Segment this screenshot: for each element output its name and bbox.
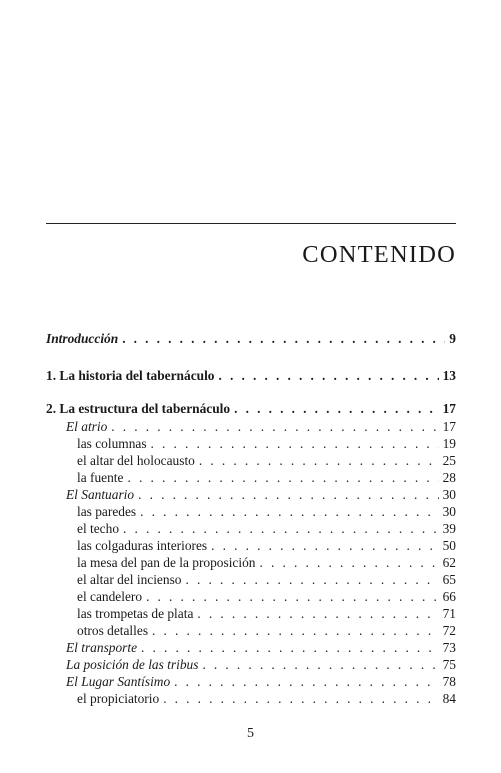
toc-entry-label: las columnas bbox=[77, 436, 147, 451]
toc-entry-page: 9 bbox=[449, 331, 456, 346]
toc-entry-page: 39 bbox=[442, 521, 456, 536]
toc-entry-label: el altar del holocausto bbox=[77, 453, 195, 468]
page-number: 5 bbox=[247, 726, 254, 741]
dot-leader bbox=[219, 368, 439, 384]
toc-entry-page: 66 bbox=[442, 589, 456, 604]
toc-entry-label: El atrio bbox=[66, 419, 108, 434]
toc-entry-introduccion bbox=[46, 331, 456, 347]
dot-leader bbox=[152, 623, 439, 639]
toc-entry-label: el altar del incienso bbox=[77, 572, 182, 587]
dot-leader bbox=[151, 436, 439, 452]
toc-entry-trompetas-plata bbox=[77, 606, 456, 622]
toc-entry-el-techo bbox=[77, 521, 456, 537]
toc-entry-otros-detalles bbox=[77, 623, 456, 639]
dot-leader bbox=[123, 521, 439, 537]
dot-leader bbox=[122, 331, 445, 347]
toc-entry-lugar-santisimo bbox=[66, 674, 456, 690]
toc-entry-label: El Santuario bbox=[66, 487, 135, 502]
dot-leader bbox=[185, 572, 438, 588]
toc-entry-el-santuario bbox=[66, 487, 456, 503]
toc-entry-page: 30 bbox=[442, 504, 456, 519]
toc-entry-label: el candelero bbox=[77, 589, 143, 604]
toc-entry-las-paredes bbox=[77, 504, 456, 520]
dot-leader bbox=[211, 538, 438, 554]
toc-entry-page: 25 bbox=[442, 453, 456, 468]
toc-entry-page: 65 bbox=[442, 572, 456, 587]
toc-entry-page: 75 bbox=[442, 657, 456, 672]
toc-entry-page: 17 bbox=[442, 401, 456, 416]
toc-entry-la-fuente bbox=[77, 470, 456, 486]
toc-entry-las-columnas bbox=[77, 436, 456, 452]
toc-entry-el-candelero bbox=[77, 589, 456, 605]
dot-leader bbox=[174, 674, 438, 690]
toc-entry-page: 72 bbox=[442, 623, 456, 638]
toc-entry-page: 71 bbox=[442, 606, 456, 621]
toc-entry-label: las colgaduras interiores bbox=[77, 538, 208, 553]
title-rule bbox=[46, 223, 456, 224]
toc-entry-page: 13 bbox=[442, 368, 456, 383]
toc-entry-page: 84 bbox=[442, 691, 456, 706]
toc-entry-altar-incienso bbox=[77, 572, 456, 588]
dot-leader bbox=[234, 401, 439, 417]
toc-entry-posicion-tribus bbox=[66, 657, 456, 673]
dot-leader bbox=[138, 487, 439, 503]
toc-entry-el-atrio bbox=[66, 419, 456, 435]
toc-entry-label: El Lugar Santísimo bbox=[66, 674, 171, 689]
toc-entry-page: 28 bbox=[442, 470, 456, 485]
dot-leader bbox=[163, 691, 438, 707]
page-title: CONTENIDO bbox=[302, 241, 456, 268]
toc-entry-el-transporte bbox=[66, 640, 456, 656]
toc-entry-page: 73 bbox=[442, 640, 456, 655]
toc-entry-label: otros detalles bbox=[77, 623, 149, 638]
dot-leader bbox=[111, 419, 438, 435]
toc-entry-label: La posición de las tribus bbox=[66, 657, 199, 672]
dot-leader bbox=[146, 589, 439, 605]
toc-entry-label: 2. La estructura del tabernáculo bbox=[46, 401, 231, 416]
toc-entry-label: las paredes bbox=[77, 504, 137, 519]
toc-entry-page: 50 bbox=[442, 538, 456, 553]
dot-leader bbox=[202, 657, 438, 673]
toc-entry-label: las trompetas de plata bbox=[77, 606, 194, 621]
toc-entry-label: la mesa del pan de la proposición bbox=[77, 555, 256, 570]
toc-entry-page: 78 bbox=[442, 674, 456, 689]
dot-leader bbox=[141, 640, 439, 656]
toc-entry-colgaduras-interiores bbox=[77, 538, 456, 554]
toc-entry-label: el techo bbox=[77, 521, 120, 536]
toc-entry-el-propiciatorio bbox=[77, 691, 456, 707]
toc-entry-label: Introducción bbox=[46, 331, 119, 346]
dot-leader bbox=[260, 555, 439, 571]
dot-leader bbox=[140, 504, 438, 520]
toc-entry-label: el propiciatorio bbox=[77, 691, 160, 706]
toc-entry-label: El transporte bbox=[66, 640, 138, 655]
toc-entry-label: la fuente bbox=[77, 470, 124, 485]
toc-entry-page: 30 bbox=[442, 487, 456, 502]
toc-entry-mesa-pan-proposicion bbox=[77, 555, 456, 571]
toc-entry-chapter-1 bbox=[46, 368, 456, 384]
toc-entry-page: 17 bbox=[442, 419, 456, 434]
toc-entry-page: 62 bbox=[442, 555, 456, 570]
toc-entry-chapter-2 bbox=[46, 401, 456, 417]
toc-entry-altar-holocausto bbox=[77, 453, 456, 469]
toc-entry-label: 1. La historia del tabernáculo bbox=[46, 368, 215, 383]
toc-entry-page: 19 bbox=[442, 436, 456, 451]
dot-leader bbox=[127, 470, 438, 486]
dot-leader bbox=[197, 606, 438, 622]
dot-leader bbox=[199, 453, 439, 469]
